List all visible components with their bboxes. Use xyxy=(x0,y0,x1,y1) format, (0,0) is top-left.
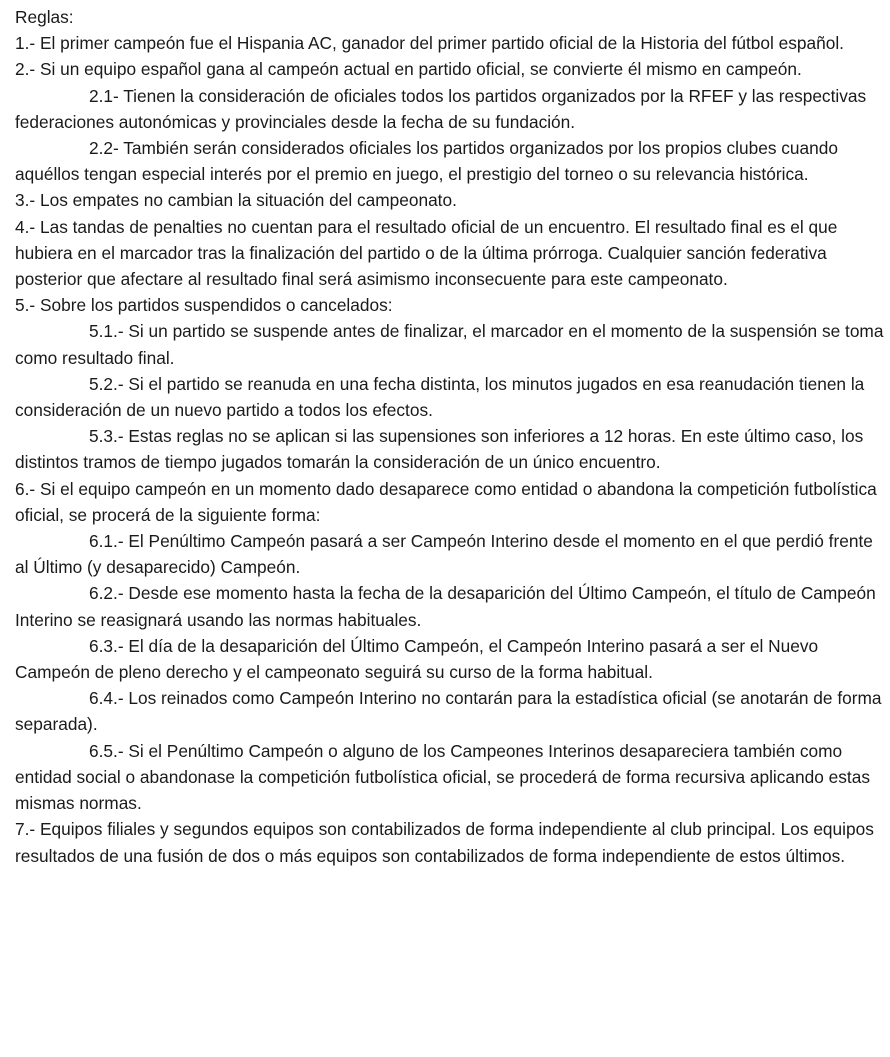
rule-6: 6.- Si el equipo campeón en un momento dado desaparece como entidad o abandona la competición futbolística oficial, se procerá de la siguiente forma: xyxy=(15,478,877,525)
rule-5-3: 5.3.- Estas reglas no se aplican si las supensiones son inferiores a 12 horas. En este último caso, los distintos tramos de tiempo jugados tomarán la consideración de un único encuentro. xyxy=(15,426,864,473)
rule-4: 4.- Las tandas de penalties no cuentan para el resultado oficial de un encuentro. El resultado final es el que hubiera en el marcador tras la finalización del partido o de la última prórroga. Cualquier sanción federativa posterior que afectare al resultado final será asimismo inconsecuente para este campeonato. xyxy=(15,216,838,290)
rule-5: 5.- Sobre los partidos suspendidos o cancelados: xyxy=(15,295,393,316)
rule-6-5: 6.5.- Si el Penúltimo Campeón o alguno de los Campeones Interinos desapareciera también como entidad social o abandonase la competición futbolística oficial, se procederá de forma recursiva aplicando estas mismas normas. xyxy=(15,740,870,814)
rule-6-4: 6.4.- Los reinados como Campeón Interino no contarán para la estadística oficial (se anotarán de forma separada). xyxy=(15,688,882,735)
rule-5-1: 5.1.- Si un partido se suspende antes de finalizar, el marcador en el momento de la suspensión se toma como resultado final. xyxy=(15,321,884,368)
rule-2: 2.- Si un equipo español gana al campeón actual en partido oficial, se convierte él mismo en campeón. xyxy=(15,59,802,80)
rule-7: 7.- Equipos filiales y segundos equipos son contabilizados de forma independiente al club principal. Los equipos resultados de una fusión de dos o más equipos son contabilizados de forma independiente de estos últimos. xyxy=(15,819,874,866)
rule-3: 3.- Los empates no cambian la situación del campeonato. xyxy=(15,190,457,211)
rule-2-1: 2.1- Tienen la consideración de oficiales todos los partidos organizados por la RFEF y las respectivas federaciones autonómicas y provinciales desde la fecha de su fundación. xyxy=(15,85,867,132)
rule-2-2: 2.2- También serán considerados oficiales los partidos organizados por los propios clubes cuando aquéllos tengan especial interés por el premio en juego, el prestigio del torneo o su relevancia histórica. xyxy=(15,138,838,185)
rule-6-3: 6.3.- El día de la desaparición del Último Campeón, el Campeón Interino pasará a ser el Nuevo Campeón de pleno derecho y el campeonato seguirá su curso de la forma habitual. xyxy=(15,635,819,683)
rule-1: 1.- El primer campeón fue el Hispania AC, ganador del primer partido oficial de la Historia del fútbol español. xyxy=(15,33,844,54)
rule-6-2: 6.2.- Desde ese momento hasta la fecha de la desaparición del Último Campeón, el título de Campeón Interino se reasignará usando las normas habituales. xyxy=(15,583,876,630)
rule-5-2: 5.2.- Si el partido se reanuda en una fecha distinta, los minutos jugados en esa reanudación tienen la consideración de un nuevo partido a todos los efectos. xyxy=(15,373,865,421)
rules-heading: Reglas: xyxy=(15,7,74,27)
rule-6-1: 6.1.- El Penúltimo Campeón pasará a ser Campeón Interino desde el momento en el que perdió frente al Último (y desaparecido) Campeón. xyxy=(15,531,873,578)
